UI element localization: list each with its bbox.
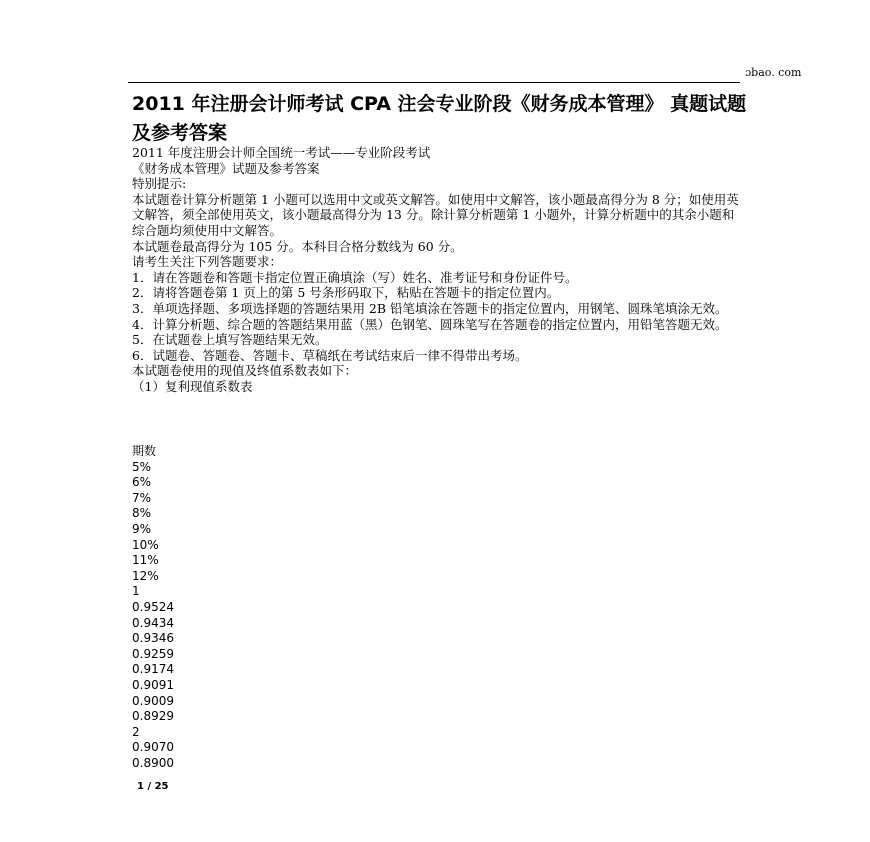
notice-language: 本试题卷计算分析题第 1 小题可以选用中文或英文解答。如使用中文解答，该小题最高得分为 8 分；如使用英文解答，须全部使用英文，该小题最高得分为 13 分。除计算分析题第 1 小题外，计算分析题中的其余小题和综合题均须使用中文解答。 <box>132 191 739 238</box>
table-cell: 0.8900 <box>132 755 174 770</box>
table-cell: 10% <box>132 537 159 552</box>
table-cell: 0.9259 <box>132 646 174 661</box>
requirement-item: 4．计算分析题、综合题的答题结果用蓝（黑）色钢笔、圆珠笔写在答题卷的指定位置内，用铅笔答题无效。 <box>132 316 728 332</box>
table-cell: 期数 <box>132 444 157 458</box>
table-cell: 12% <box>132 568 159 583</box>
table-cell: 0.9346 <box>132 631 174 646</box>
table-cell: 9% <box>132 521 152 536</box>
document-body <box>132 145 744 395</box>
table-cell: 0.9009 <box>132 693 174 708</box>
table-cell: 0.9434 <box>132 615 174 630</box>
present-value-table <box>132 444 332 771</box>
requirement-item: 1．请在答题卷和答题卡指定位置正确填涂（写）姓名、准考证号和身份证件号。 <box>132 269 578 285</box>
requirements-heading: 请考生关注下列答题要求： <box>132 254 283 270</box>
table-cell: 8% <box>132 506 152 521</box>
table-cell: 0.9174 <box>132 662 174 677</box>
notice-score: 本试题卷最高得分为 105 分。本科目合格分数线为 60 分。 <box>132 238 463 254</box>
table-cell: 0.8929 <box>132 709 174 724</box>
table-cell: 2 <box>132 724 140 739</box>
table-cell: 0.9524 <box>132 599 174 614</box>
table-cell: 0.9070 <box>132 740 174 755</box>
document-title: 2011 年注册会计师考试 CPA 注会专业阶段《财务成本管理》 真题试题及参考答案 <box>132 93 747 144</box>
table-cell: 11% <box>132 553 159 568</box>
subject-name: 《财务成本管理》试题及参考答案 <box>132 160 320 176</box>
requirement-item: 3．单项选择题、多项选择题的答题结果用 2B 铅笔填涂在答题卡的指定位置内，用钢笔、圆珠笔填涂无效。 <box>132 300 728 316</box>
exam-name: 2011 年度注册会计师全国统一考试——专业阶段考试 <box>132 145 431 160</box>
table-cell: 0.9091 <box>132 677 174 692</box>
requirement-item: 6．试题卷、答题卷、答题卡、草稿纸在考试结束后一律不得带出考场。 <box>132 347 528 363</box>
table-cell: 6% <box>132 475 152 490</box>
table-cell: 7% <box>132 490 152 505</box>
header-rule <box>128 82 740 83</box>
requirement-item: 5．在试题卷上填写答题结果无效。 <box>132 332 328 348</box>
requirement-item: 2．请将答题卷第 1 页上的第 5 号条形码取下，粘贴在答题卡的指定位置内。 <box>132 285 560 301</box>
table-cell: 1 <box>132 584 140 599</box>
notice-heading: 特别提示: <box>132 176 187 192</box>
table-intro: 本试题卷使用的现值及终值系数表如下： <box>132 363 358 379</box>
table-caption: （1）复利现值系数表 <box>132 378 253 394</box>
page-number: 1 / 25 <box>137 781 169 792</box>
header-site-text: ɔbao. com <box>745 66 802 79</box>
table-cell: 5% <box>132 459 152 474</box>
